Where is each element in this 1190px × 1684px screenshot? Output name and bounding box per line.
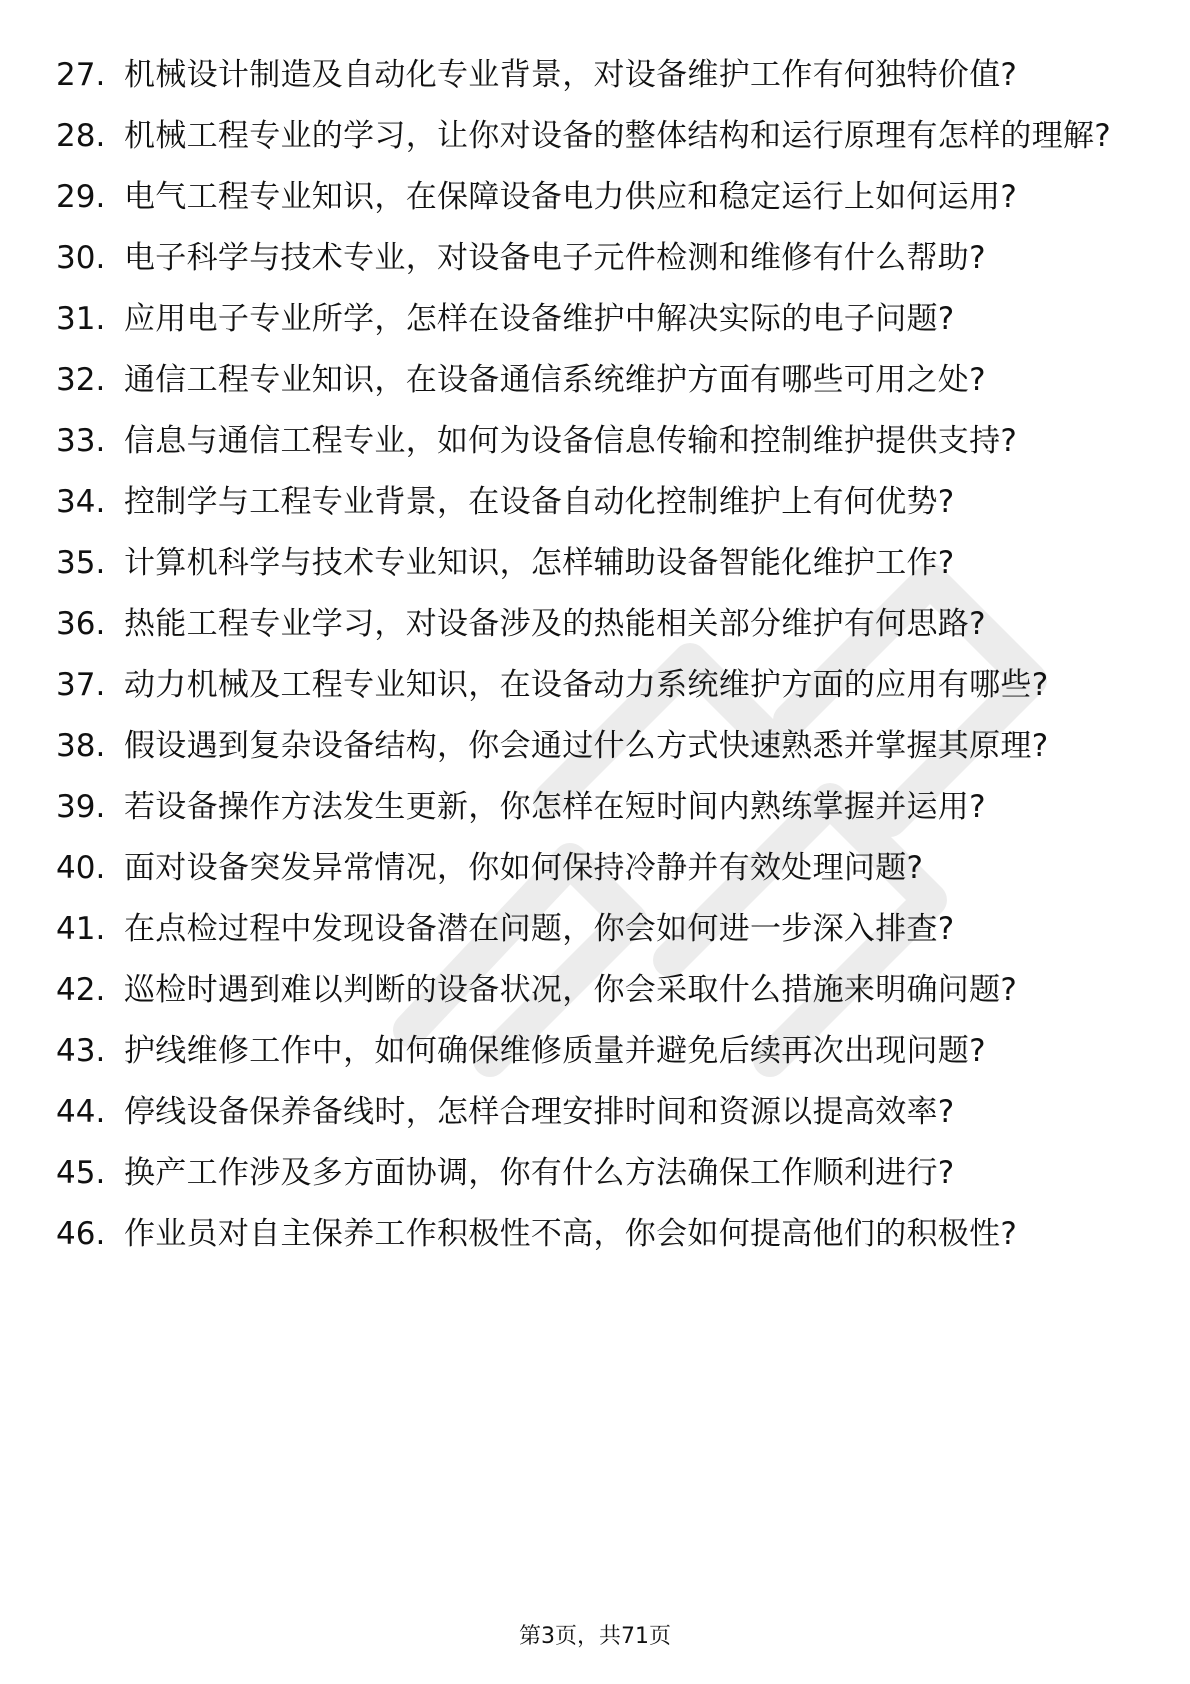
- question-text: 信息与通信工程专业，如何为设备信息传输和控制维护提供支持?: [124, 423, 1018, 459]
- question-item: [56, 540, 1116, 586]
- question-item: [56, 52, 1116, 98]
- question-text: 机械工程专业的学习，让你对设备的整体结构和运行原理有怎样的理解?: [124, 118, 1112, 154]
- question-text: 应用电子专业所学，怎样在设备维护中解决实际的电子问题?: [124, 301, 955, 337]
- question-number: 44.: [56, 1094, 106, 1130]
- question-number: 42.: [56, 972, 106, 1008]
- question-number: 41.: [56, 911, 106, 947]
- question-item: [56, 845, 1116, 891]
- page-number-label: 第3页，共71页: [519, 1624, 671, 1649]
- question-item: [56, 906, 1116, 952]
- question-text: 电气工程专业知识，在保障设备电力供应和稳定运行上如何运用?: [124, 179, 1018, 215]
- question-number: 34.: [56, 484, 106, 520]
- question-item: [56, 1150, 1116, 1196]
- question-number: 46.: [56, 1216, 106, 1252]
- question-item: [56, 235, 1116, 281]
- question-item: [56, 1089, 1116, 1135]
- question-text: 热能工程专业学习，对设备涉及的热能相关部分维护有何思路?: [124, 606, 986, 642]
- question-number: 27.: [56, 57, 106, 93]
- question-number: 29.: [56, 179, 106, 215]
- question-item: [56, 967, 1116, 1013]
- question-item: [56, 113, 1116, 159]
- question-item: [56, 723, 1116, 769]
- question-item: [56, 1211, 1116, 1257]
- question-number: 37.: [56, 667, 106, 703]
- question-number: 43.: [56, 1033, 106, 1069]
- question-number: 36.: [56, 606, 106, 642]
- question-number: 33.: [56, 423, 106, 459]
- question-item: [56, 1028, 1116, 1074]
- question-item: [56, 479, 1116, 525]
- question-text: 机械设计制造及自动化专业背景，对设备维护工作有何独特价值?: [124, 57, 1018, 93]
- question-text: 停线设备保养备线时，怎样合理安排时间和资源以提高效率?: [124, 1094, 955, 1130]
- question-number: 31.: [56, 301, 106, 337]
- question-item: [56, 601, 1116, 647]
- question-text: 作业员对自主保养工作积极性不高，你会如何提高他们的积极性?: [124, 1216, 1018, 1252]
- question-text: 假设遇到复杂设备结构，你会通过什么方式快速熟悉并掌握其原理?: [124, 728, 1049, 764]
- question-text: 计算机科学与技术专业知识，怎样辅助设备智能化维护工作?: [124, 545, 955, 581]
- question-item: [56, 357, 1116, 403]
- question-text: 在点检过程中发现设备潜在问题，你会如何进一步深入排查?: [124, 911, 955, 947]
- question-number: 30.: [56, 240, 106, 276]
- question-number: 35.: [56, 545, 106, 581]
- question-number: 32.: [56, 362, 106, 398]
- question-text: 通信工程专业知识，在设备通信系统维护方面有哪些可用之处?: [124, 362, 986, 398]
- question-number: 40.: [56, 850, 106, 886]
- question-text: 面对设备突发异常情况，你如何保持冷静并有效处理问题?: [124, 850, 924, 886]
- question-item: [56, 418, 1116, 464]
- question-number: 45.: [56, 1155, 106, 1191]
- question-text: 巡检时遇到难以判断的设备状况，你会采取什么措施来明确问题?: [124, 972, 1018, 1008]
- question-number: 38.: [56, 728, 106, 764]
- question-item: [56, 784, 1116, 830]
- page-footer: [0, 1622, 1190, 1652]
- question-text: 若设备操作方法发生更新，你怎样在短时间内熟练掌握并运用?: [124, 789, 986, 825]
- question-text: 护线维修工作中，如何确保维修质量并避免后续再次出现问题?: [124, 1033, 986, 1069]
- question-text: 动力机械及工程专业知识，在设备动力系统维护方面的应用有哪些?: [124, 667, 1049, 703]
- question-text: 电子科学与技术专业，对设备电子元件检测和维修有什么帮助?: [124, 240, 986, 276]
- question-item: [56, 296, 1116, 342]
- question-number: 39.: [56, 789, 106, 825]
- question-text: 换产工作涉及多方面协调，你有什么方法确保工作顺利进行?: [124, 1155, 955, 1191]
- question-item: [56, 662, 1116, 708]
- question-list: [56, 52, 1116, 1272]
- question-number: 28.: [56, 118, 106, 154]
- question-item: [56, 174, 1116, 220]
- question-text: 控制学与工程专业背景，在设备自动化控制维护上有何优势?: [124, 484, 955, 520]
